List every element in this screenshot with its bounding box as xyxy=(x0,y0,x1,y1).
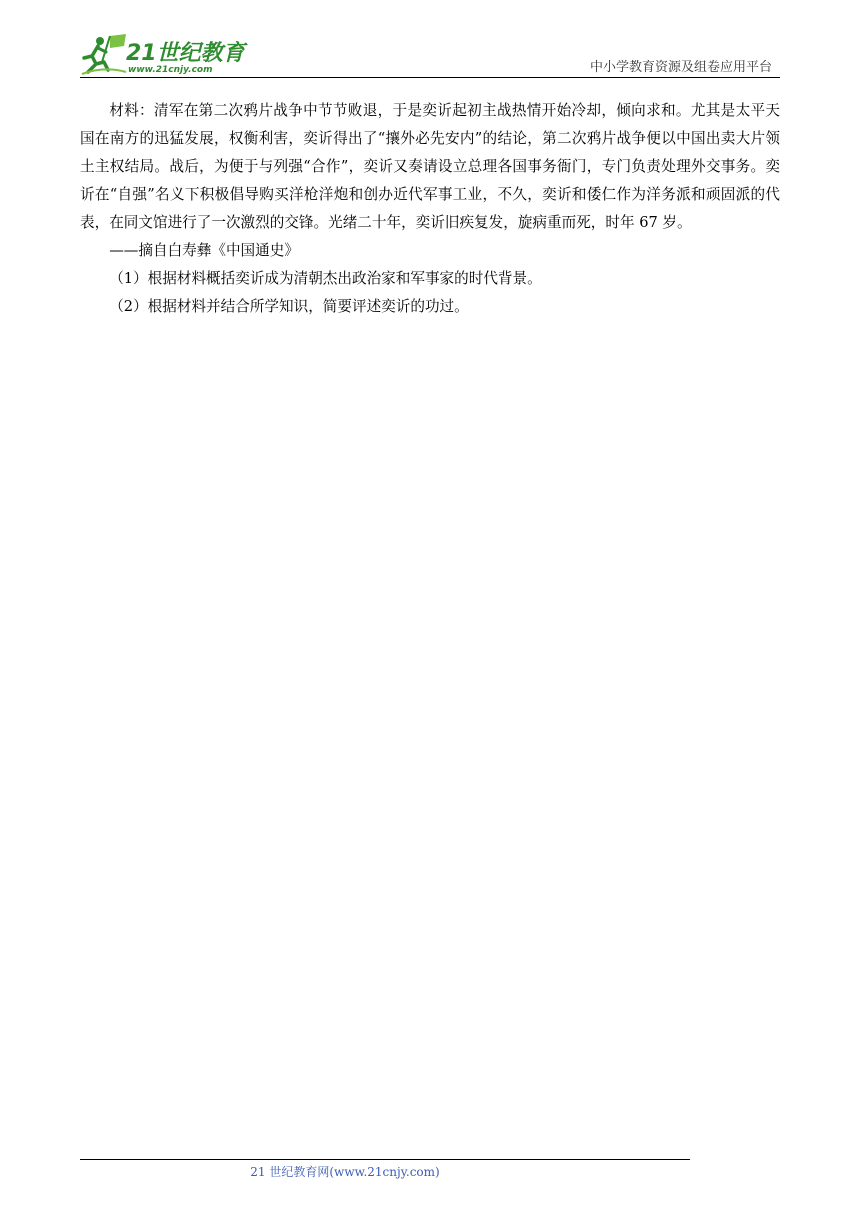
source-citation: ——摘自白寿彝《中国通史》 xyxy=(109,242,299,259)
question-2: （2）根据材料并结合所学知识，简要评述奕䜣的功过。 xyxy=(109,298,469,315)
footer-link[interactable]: 21 世纪教育网(www.21cnjy.com) xyxy=(250,1165,440,1179)
question-1: （1）根据材料概括奕䜣成为清朝杰出政治家和军事家的时代背景。 xyxy=(109,270,542,287)
document-body xyxy=(80,97,780,321)
page-header xyxy=(80,28,780,78)
site-logo[interactable] xyxy=(80,28,250,78)
runner-flag-icon xyxy=(80,32,128,76)
logo-brand-text: 21世纪教育 xyxy=(126,41,245,66)
footer-divider xyxy=(80,1159,690,1160)
platform-name: 中小学教育资源及组卷应用平台 xyxy=(589,60,772,75)
material-paragraph: 材料：清军在第二次鸦片战争中节节败退，于是奕䜣起初主战热情开始冷却，倾向求和。尤其是太平天国在南方的迅猛发展，权衡利害，奕䜣得出了“攘外必先安内”的结论，第二次鸦片战争便以中国出卖大片领土主权结局。战后，为便于与列强“合作”，奕䜣又奏请设立总理各国事务衙门，专门负责处理外交事务。奕䜣在“自强”名义下积极倡导购买洋枪洋炮和创办近代军事工业，不久，奕䜣和倭仁作为洋务派和顽固派的代表，在同文馆进行了一次激烈的交锋。光绪二十年，奕䜣旧疾复发，旋病重而死，时年 67 岁。 xyxy=(80,102,780,231)
logo-url-text: www.21cnjy.com xyxy=(128,65,213,75)
header-divider xyxy=(80,77,780,78)
